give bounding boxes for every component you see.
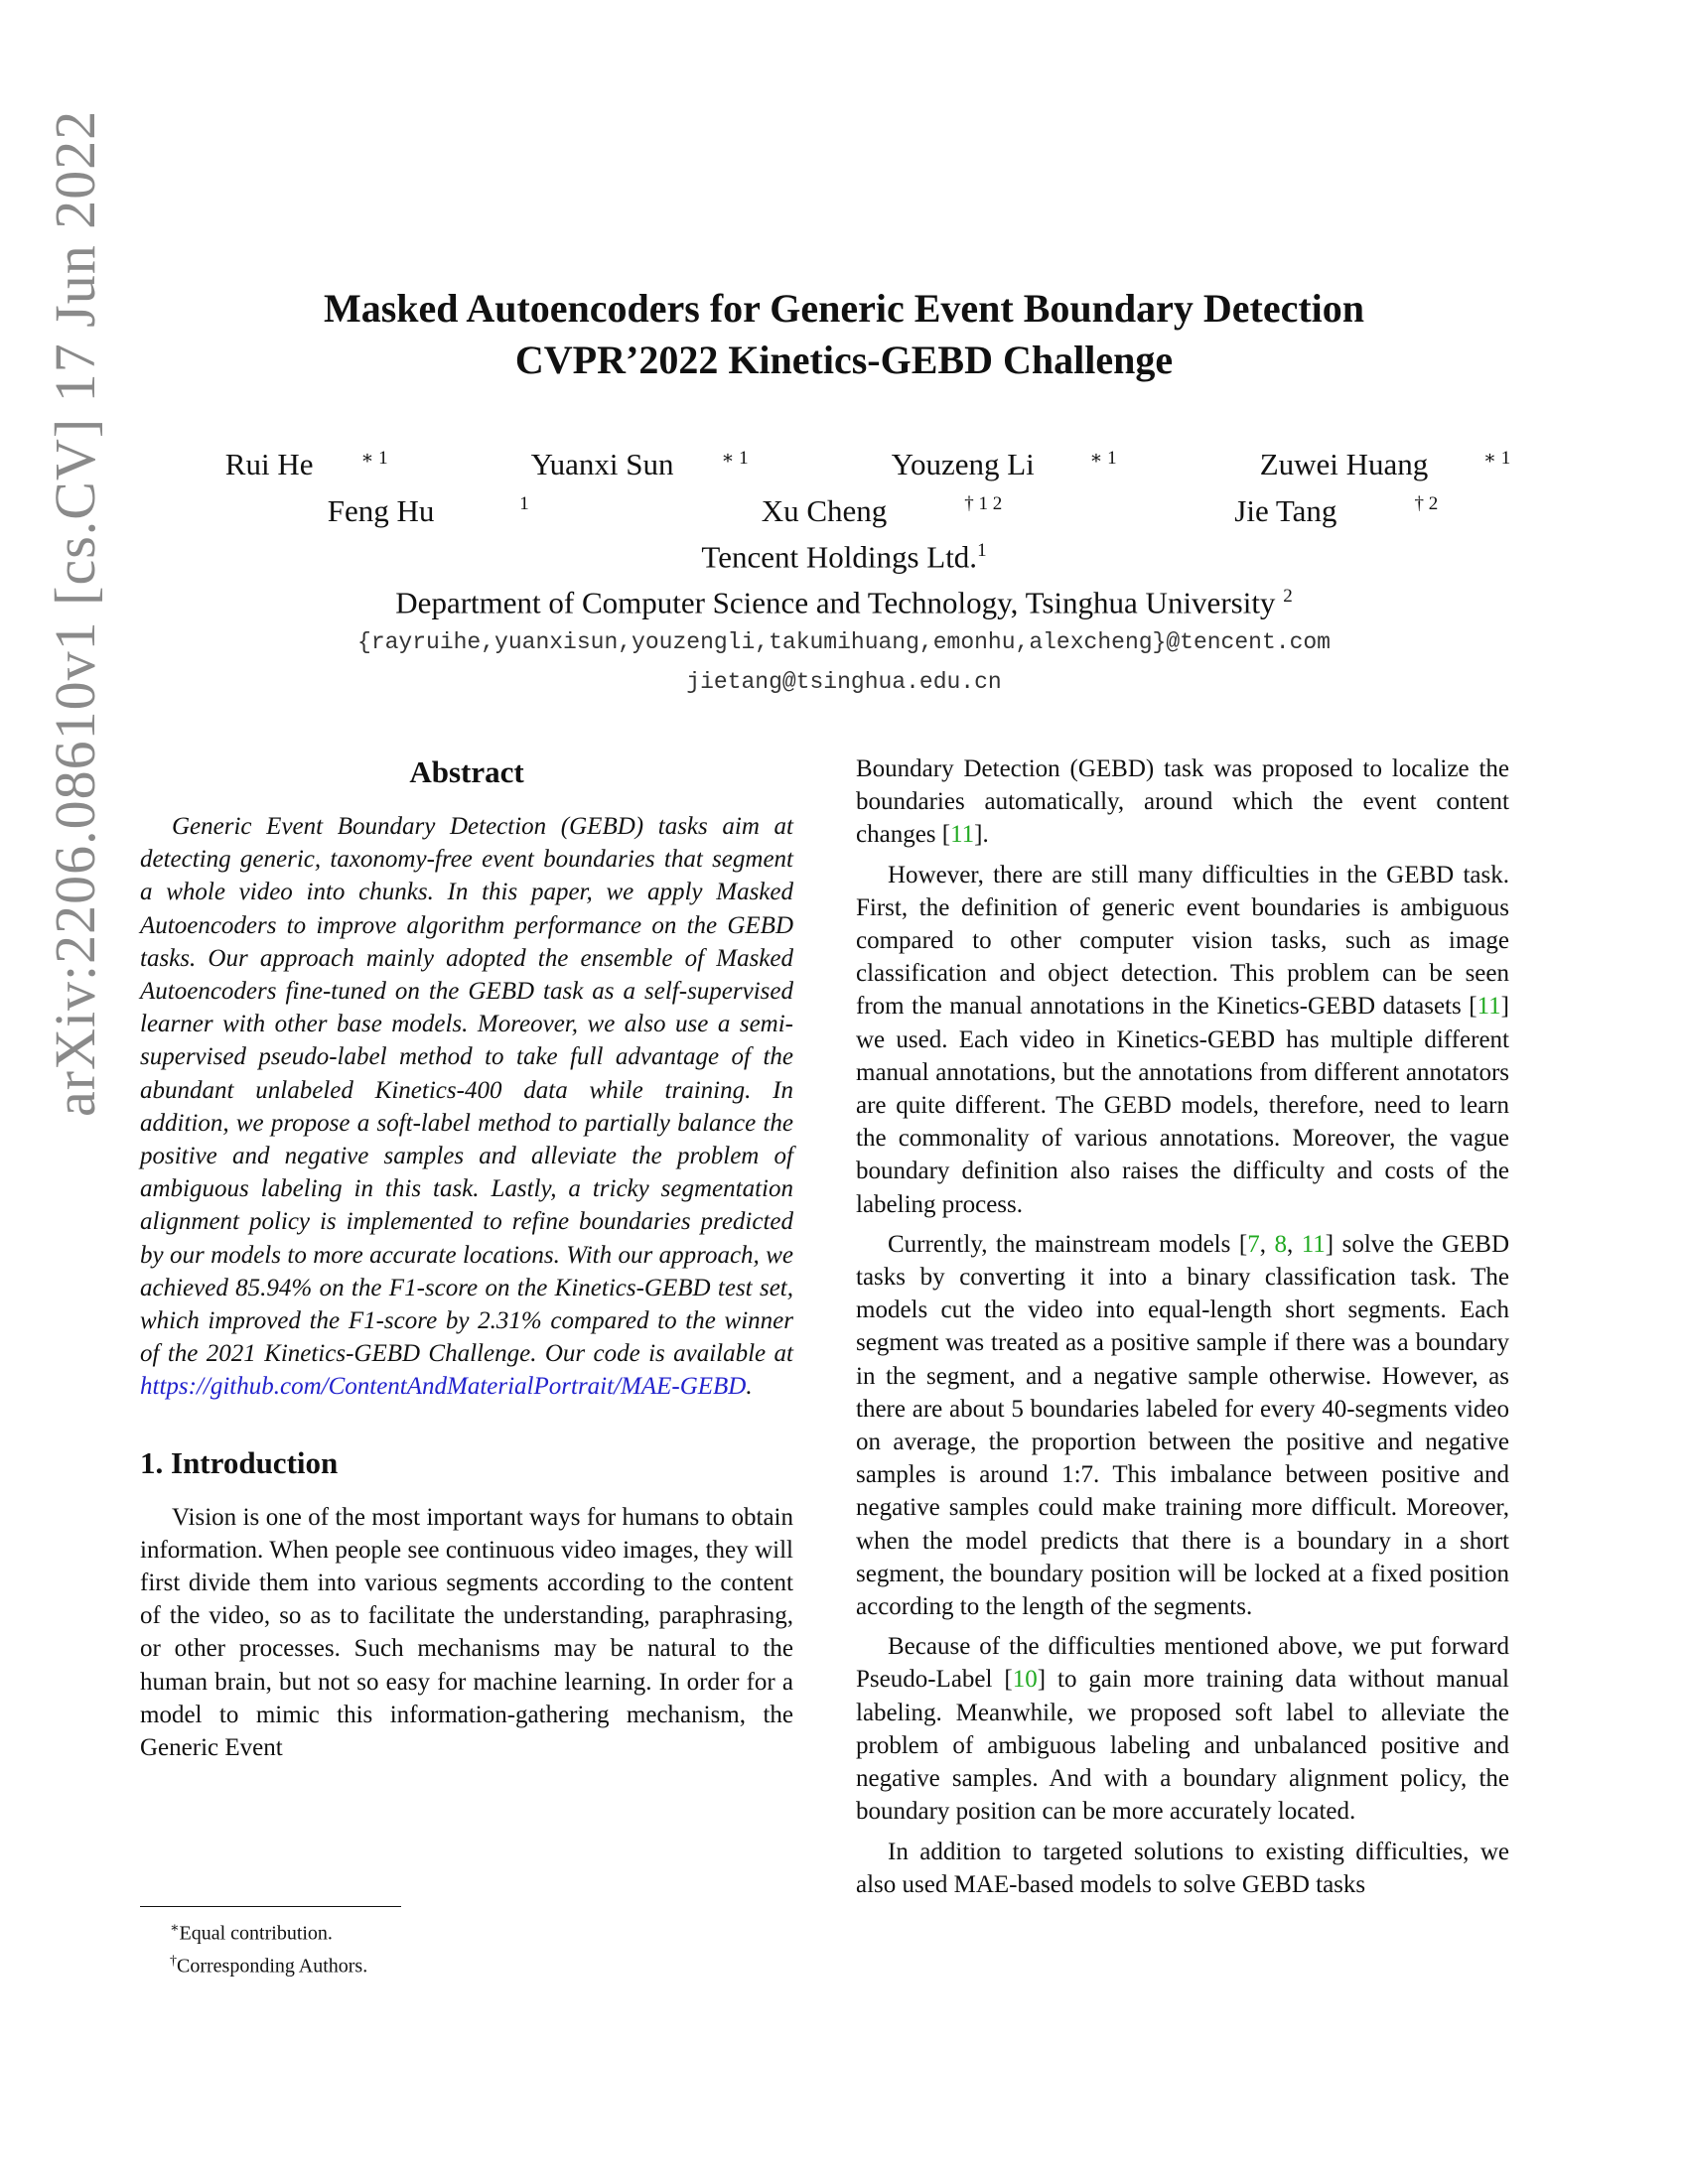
author: Feng Hu $^1$: [327, 492, 529, 528]
affiliation-tencent: Tencent Holdings Ltd.$^1$: [701, 538, 987, 574]
left-column: [140, 752, 793, 1764]
section-heading-introduction: 1. Introduction: [140, 1444, 339, 1480]
paragraph-mae-models: In addition to targeted solutions to existing difficulties, we also used MAE-based models to solve GEBD tasks: [856, 1838, 1509, 1898]
citation-link[interactable]: 11: [1301, 1230, 1326, 1258]
intro-paragraph-1: Vision is one of the most important ways for humans to obtain information. When people see continuous video images, they will first divide them into various segments according to the content of the video, so as to facilitate the understanding, paraphrasing, or other processes. Such mechanisms may be natural to the human brain, but not so easy for machine learning. In order for a model to mimic this information-gathering mechanism, the Generic Event: [140, 1503, 793, 1762]
author-row-2: [0, 484, 1688, 530]
right-column: [856, 752, 1509, 1901]
abstract-heading: Abstract: [409, 754, 524, 789]
citation-link[interactable]: 7: [1247, 1230, 1260, 1258]
code-link[interactable]: https://github.com/ContentAndMaterialPortrait/MAE-GEBD: [140, 1373, 747, 1401]
author: Youzeng Li $^{∗ 1}$: [891, 447, 1117, 482]
author-block: [0, 439, 1688, 702]
arxiv-identifier: arXiv:2206.08610v1 [cs.CV] 17 Jun 2022: [43, 109, 107, 1117]
citation-link[interactable]: 10: [1012, 1666, 1038, 1694]
author: Xu Cheng $^{\dagger 1 2}$: [761, 492, 1003, 528]
title-line-2: CVPR’2022 Kinetics-GEBD Challenge: [514, 338, 1174, 382]
footnote-corresponding-authors: †Corresponding Authors.: [170, 1953, 368, 1978]
email-tencent[interactable]: {rayruihe,yuanxisun,youzengli,takumihuang,emonhu,alexcheng}@tencent.com: [357, 629, 1331, 656]
abstract-text: Generic Event Boundary Detection (GEBD) tasks aim at detecting generic, taxonomy-free event boundaries that segment a whole video into chunks. In this paper, we apply Masked Autoencoders to improve algorithm performance on the GEBD tasks. Our approach mainly adopted the ensemble of Masked Autoencoders fine-tuned on the GEBD task as a self-supervised learner with other base models. Moreover, we also use a semi-supervised pseudo-label method to take full advantage of the abundant unlabeled Kinetics-400 data while training. In addition, we propose a soft-label method to partially balance the positive and negative samples and alleviate the problem of ambiguous labeling in this task. Lastly, a tricky segmentation alignment policy is implemented to refine boundaries predicted by our models to more accurate locations. With our approach, we achieved 85.94% on the F1-score on the Kinetics-GEBD test set, which improved the F1-score by 2.31% compared to the winner of the 2021 Kinetics-GEBD Challenge. Our code is available at https://github.com/ContentAndMaterialPortrait/MAE-GEBD.: [140, 813, 793, 1401]
title-line-1: Masked Autoencoders for Generic Event Boundary Detection: [323, 286, 1365, 331]
footnote-divider: [140, 1906, 401, 1907]
author-row-1: [0, 439, 1688, 484]
footnote-equal-contribution: ∗Equal contribution.: [170, 1921, 333, 1945]
footnotes: [140, 1906, 537, 1979]
paragraph-difficulties: However, there are still many difficulties in the GEBD task. First, the definition of generic event boundaries is ambiguous compared to other computer vision tasks, such as image classification and object detection. This problem can be seen from the manual annotations in the Kinetics-GEBD datasets [11] we used. Each video in Kinetics-GEBD has multiple different manual annotations, but the annotations from different annotators are quite different. The GEBD models, therefore, need to learn the commonality of various annotations. Moreover, the vague boundary definition also raises the difficulty and costs of the labeling process.: [856, 861, 1509, 1218]
citation-link[interactable]: 8: [1274, 1230, 1287, 1258]
paragraph-pseudo-label: Because of the difficulties mentioned above, we put forward Pseudo-Label [10] to gain more training data without manual labeling. Meanwhile, we proposed soft label to alleviate the problem of ambiguous labeling and unbalanced positive and negative samples. And with a boundary alignment policy, the boundary position can be more accurately located.: [856, 1633, 1509, 1826]
paragraph-continued: Boundary Detection (GEBD) task was proposed to localize the boundaries automatically, around which the event content changes [11].: [856, 755, 1509, 849]
paper-title: [0, 283, 1688, 386]
author: Yuanxi Sun $^{∗ 1}$: [530, 447, 749, 482]
email-tsinghua[interactable]: jietang@tsinghua.edu.cn: [686, 669, 1002, 696]
affiliation-tsinghua: Department of Computer Science and Technology, Tsinghua University $^2$: [395, 585, 1293, 620]
author: Rui He $^{∗ 1}$: [224, 447, 388, 482]
author: Jie Tang $^{\dagger 2}$: [1234, 492, 1439, 528]
author: Zuwei Huang $^{∗ 1}$: [1259, 447, 1511, 482]
paragraph-mainstream-models: Currently, the mainstream models [7, 8, 11] solve the GEBD tasks by converting it into a binary classification task. The models cut the video into equal-length short segments. Each segment was treated as a positive sample if there was a boundary in the segment, and a negative sample otherwise. However, as there are about 5 boundaries labeled for every 40-segments video on average, the proportion between the positive and negative samples is around 1:7. This imbalance between positive and negative samples could make training more difficult. Moreover, when the model predicts that there is a boundary in a short segment, the boundary position will be locked at a fixed position according to the length of the segments.: [856, 1230, 1510, 1621]
citation-link[interactable]: 11: [950, 821, 975, 849]
citation-link[interactable]: 11: [1477, 993, 1501, 1021]
